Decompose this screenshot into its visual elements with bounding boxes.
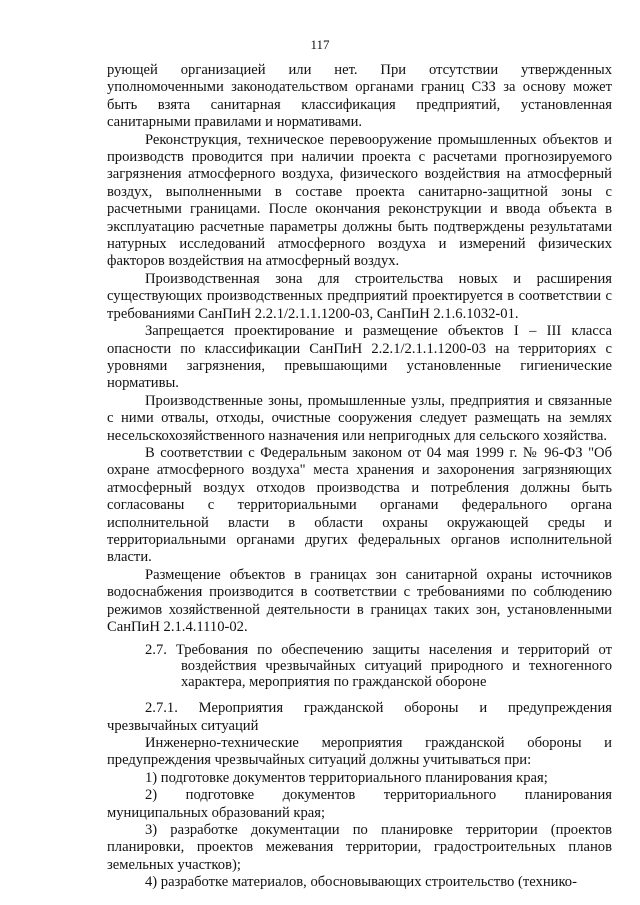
paragraph-reconstruction: Реконструкция, техническое перевооружение промышленных объектов и производств проводится при наличии проекта с расчетами прогнозируемого загрязнения атмосферного воздуха, физического воздействия на атмосферный воздух, выполненными в составе проекта санитарно-защитной зоны с расчетными границами. После окончания реконструкции и ввода объекта в эксплуатацию расчетные параметры должны быть подтверждены результатами натурных исследований атмосферного воздуха и измерений физических факторов воздействия на атмосферный воздух. [107,131,612,270]
paragraph-sanitary-protection: Размещение объектов в границах зон санитарной охраны источников водоснабжения производится в соответствии с требованиями по соблюдению режимов хозяйственной деятельности в границах таких зон, установленными СанПиН 2.1.4.1110-02. [107,566,612,635]
paragraph-continuation: рующей организацией или нет. При отсутствии утвержденных уполномоченными законодательством органами границ СЗЗ за основу может быть взята санитарная классификация предприятий, установленная санитарными правилами и нормативами. [107,62,612,131]
paragraph-measures-intro: Инженерно-технические мероприятия гражданской обороны и предупреждения чрезвычайных ситуаций должны учитываться при: [107,735,612,769]
paragraph-production-zone: Производственная зона для строительства новых и расширения существующих производственных предприятий проектируется в соответствии с требованиями СанПиН 2.2.1/2.1.1.1200-03, СанПиН 2.1.6.1032-01. [107,270,612,322]
subsection-heading: 2.7.1. Мероприятия гражданской обороны и предупреждения чрезвычайных ситуаций [107,700,612,734]
paragraph-prohibition: Запрещается проектирование и размещение объектов I – III класса опасности по классификации СанПиН 2.2.1/2.1.1.1200-03 на территориях с уровнями загрязнения, превышающими установленные гигиенические нормативы. [107,323,612,392]
page-number: 117 [310,37,330,52]
paragraph-industrial-zones: Производственные зоны, промышленные узлы, предприятия и связанные с ними отвалы, отходы, очистные сооружения следует размещать на землях несельскохозяйственного назначения или непригодных для сельского хозяйства. [107,392,612,444]
list-item-1: 1) подготовке документов территориального планирования края; [145,769,548,786]
paragraph-federal-law: В соответствии с Федеральным законом от 04 мая 1999 г. № 96-ФЗ "Об охране атмосферного воздуха" места хранения и захоронения загрязняющих атмосферный воздух отходов производства и потребления должны быть согласованы с территориальными органами федерального органа исполнительной власти в области охраны окружающей среды и территориальными органами других федеральных органов исполнительной власти. [107,444,612,566]
list-item-4: 4) разработке материалов, обосновывающих строительство (технико- [145,874,577,891]
section-heading: 2.7. Требования по обеспечению защиты населения и территорий от воздействия чрезвычайных ситуаций природного и техногенного характера, мероприятия по гражданской обороне [145,642,612,690]
list-item-3: 3) разработке документации по планировке территории (проектов планировки, проектов межевания территории, градостроительных планов земельных участков); [107,822,612,873]
document-body [107,62,612,892]
list-item-2: 2) подготовке документов территориального планирования муниципальных образований края; [107,787,612,821]
